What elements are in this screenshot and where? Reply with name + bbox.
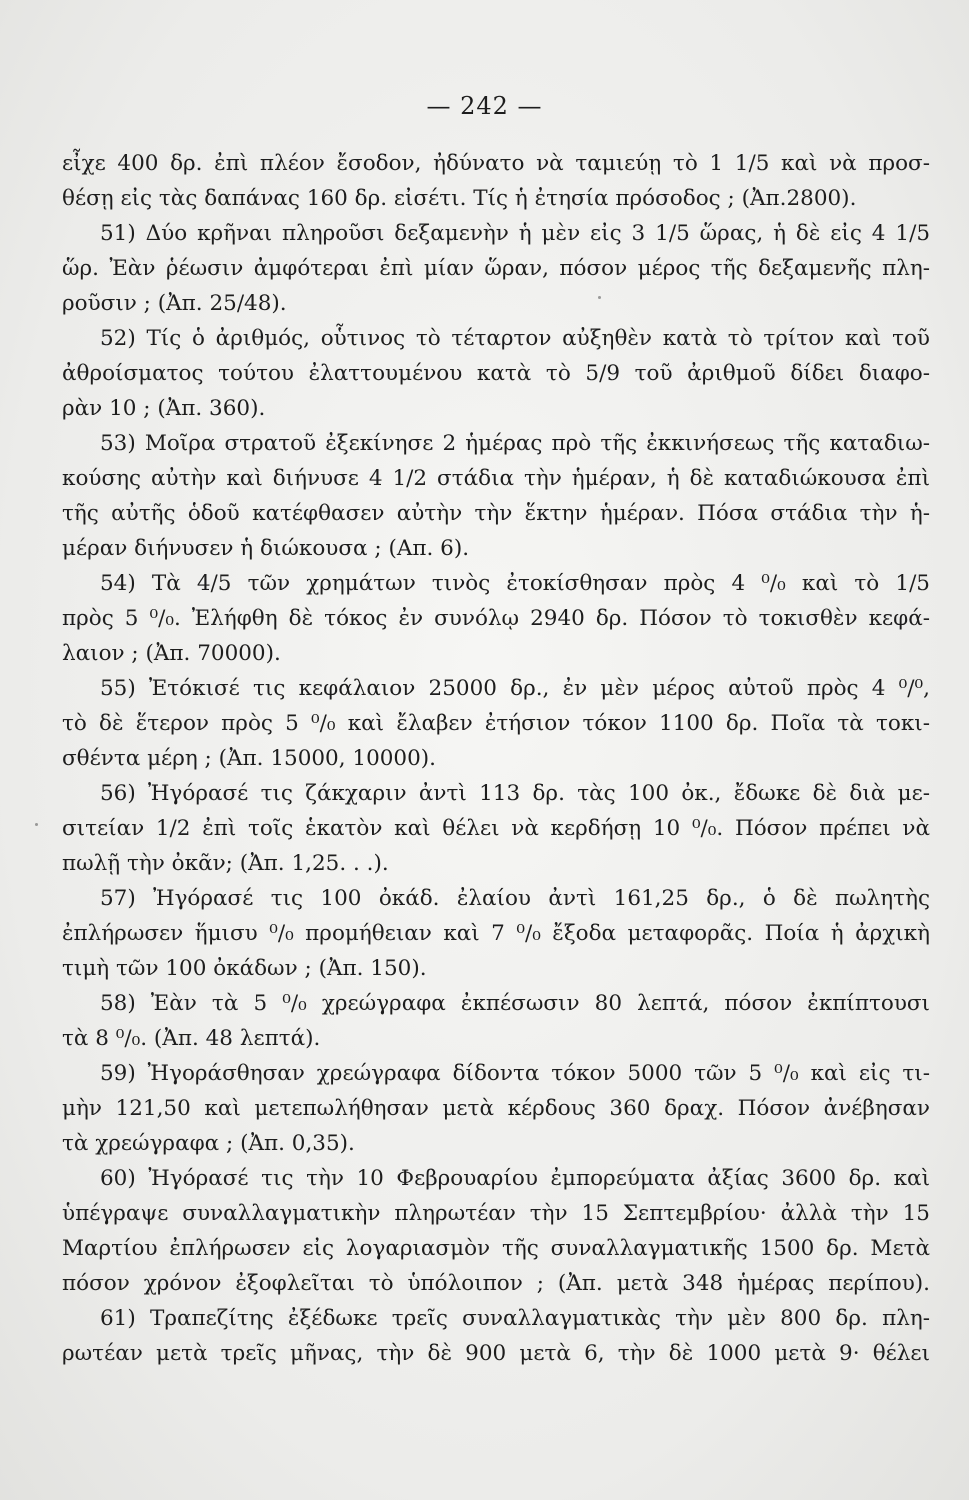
- text-line: 57) Ἠγόρασέ τις 100 ὀκάδ. ἐλαίου ἀντὶ 161,25 δρ., ὁ δὲ πωλητὴς: [100, 886, 930, 911]
- text-line: 59) Ἠγοράσθησαν χρεώγραφα δίδοντα τόκον 5000 τῶν 5 ⁰/₀ καὶ εἰς τι-: [100, 1061, 930, 1086]
- text-line: ὥρ. Ἐὰν ῥέωσιν ἀμφότεραι ἐπὶ μίαν ὥραν, πόσον μέρος τῆς δεξαμενῆς πλη-: [62, 256, 930, 281]
- text-line: 52) Τίς ὁ ἀριθμός, οὗτινος τὸ τέταρτον αὐξηθὲν κατὰ τὸ τρίτον καὶ τοῦ: [100, 326, 930, 351]
- text-line: μέραν διήνυσεν ἡ διώκουσα ; (Απ. 6).: [62, 536, 470, 561]
- text-line: λαιον ; (Ἀπ. 70000).: [62, 641, 281, 666]
- text-line: κούσης αὐτὴν καὶ διήνυσε 4 1/2 στάδια τὴν ἡμέραν, ἡ δὲ καταδιώκουσα ἐπὶ: [62, 466, 930, 491]
- text-line: τὰ χρεώγραφα ; (Ἀπ. 0,35).: [62, 1131, 355, 1156]
- text-line: 51) Δύο κρῆναι πληροῦσι δεξαμενὴν ἡ μὲν εἰς 3 1/5 ὥρας, ἡ δὲ εἰς 4 1/5: [100, 221, 930, 246]
- body-text: [62, 146, 930, 1371]
- text-line: πρὸς 5 ⁰/₀. Ἐλήφθη δὲ τόκος ἐν συνόλῳ 2940 δρ. Πόσον τὸ τοκισθὲν κεφά-: [62, 606, 930, 631]
- paper-speck: [598, 296, 601, 299]
- text-line: 53) Μοῖρα στρατοῦ ἐξεκίνησε 2 ἡμέρας πρὸ τῆς ἐκκινήσεως τῆς καταδιω-: [100, 431, 930, 456]
- page-number: — 242 —: [426, 92, 543, 120]
- text-line: σιτείαν 1/2 ἐπὶ τοῖς ἑκατὸν καὶ θέλει νὰ κερδήσῃ 10 ⁰/₀. Πόσον πρέπει νὰ: [62, 816, 930, 841]
- text-line: 56) Ἠγόρασέ τις ζάκχαριν ἀντὶ 113 δρ. τὰς 100 ὀκ., ἔδωκε δὲ διὰ με-: [100, 781, 930, 806]
- text-line: Μαρτίου ἐπλήρωσεν εἰς λογαριασμὸν τῆς συναλλαγματικῆς 1500 δρ. Μετὰ: [62, 1236, 930, 1261]
- text-line: ρὰν 10 ; (Ἀπ. 360).: [62, 396, 266, 421]
- text-line: ἀθροίσματος τούτου ἐλαττουμένου κατὰ τὸ 5/9 τοῦ ἀριθμοῦ δίδει διαφο-: [62, 361, 930, 386]
- text-line: θέσῃ εἰς τὰς δαπάνας 160 δρ. εἰσέτι. Τίς ἡ ἐτησία πρόσοδος ; (Ἀπ.2800).: [62, 186, 857, 211]
- text-line: τὸ δὲ ἕτερον πρὸς 5 ⁰/₀ καὶ ἔλαβεν ἐτήσιον τόκον 1100 δρ. Ποῖα τὰ τοκι-: [62, 711, 930, 736]
- text-line: τῆς αὐτῆς ὁδοῦ κατέφθασεν αὐτὴν τὴν ἕκτην ἡμέραν. Πόσα στάδια τὴν ἡ-: [62, 501, 930, 526]
- text-line: 54) Τὰ 4/5 τῶν χρημάτων τινὸς ἐτοκίσθησαν πρὸς 4 ⁰/₀ καὶ τὸ 1/5: [100, 571, 930, 596]
- text-line: ρωτέαν μετὰ τρεῖς μῆνας, τὴν δὲ 900 μετὰ 6, τὴν δὲ 1000 μετὰ 9· θέλει: [62, 1341, 930, 1366]
- text-line: ὑπέγραψε συναλλαγματικὴν πληρωτέαν τὴν 15 Σεπτεμβρίου· ἀλλὰ τὴν 15: [62, 1201, 930, 1226]
- text-line: εἶχε 400 δρ. ἐπὶ πλέον ἔσοδον, ἠδύνατο νὰ ταμιεύῃ τὸ 1 1/5 καὶ νὰ προσ-: [62, 151, 930, 176]
- text-line: 58) Ἐὰν τὰ 5 ⁰/₀ χρεώγραφα ἐκπέσωσιν 80 λεπτά, πόσον ἐκπίπτουσι: [100, 991, 930, 1016]
- text-line: τὰ 8 ⁰/₀. (Ἀπ. 48 λεπτά).: [62, 1026, 321, 1051]
- paper-speck: [35, 823, 38, 826]
- text-line: τιμὴ τῶν 100 ὀκάδων ; (Ἀπ. 150).: [62, 956, 427, 981]
- text-line: 55) Ἐτόκισέ τις κεφάλαιον 25000 δρ., ἐν μὲν μέρος αὐτοῦ πρὸς 4 ⁰/⁰,: [100, 676, 930, 701]
- text-line: πωλῇ τὴν ὀκᾶν; (Ἀπ. 1,25. . .).: [62, 851, 389, 876]
- text-line: 61) Τραπεζίτης ἐξέδωκε τρεῖς συναλλαγματικὰς τὴν μὲν 800 δρ. πλη-: [100, 1306, 930, 1331]
- text-line: πόσον χρόνον ἐξοφλεῖται τὸ ὑπόλοιπον ; (Ἀπ. μετὰ 348 ἡμέρας περίπου).: [62, 1271, 930, 1296]
- text-line: ἐπλήρωσεν ἥμισυ ⁰/₀ προμήθειαν καὶ 7 ⁰/₀ ἔξοδα μεταφορᾶς. Ποία ἡ ἀρχικὴ: [62, 921, 930, 946]
- text-line: σθέντα μέρη ; (Ἀπ. 15000, 10000).: [62, 746, 437, 771]
- text-line: ροῦσιν ; (Ἀπ. 25/48).: [62, 291, 287, 316]
- text-line: μὴν 121,50 καὶ μετεπωλήθησαν μετὰ κέρδους 360 δραχ. Πόσον ἀνέβησαν: [62, 1096, 930, 1121]
- text-line: 60) Ἠγόρασέ τις τὴν 10 Φεβρουαρίου ἐμπορεύματα ἀξίας 3600 δρ. καὶ: [100, 1166, 930, 1191]
